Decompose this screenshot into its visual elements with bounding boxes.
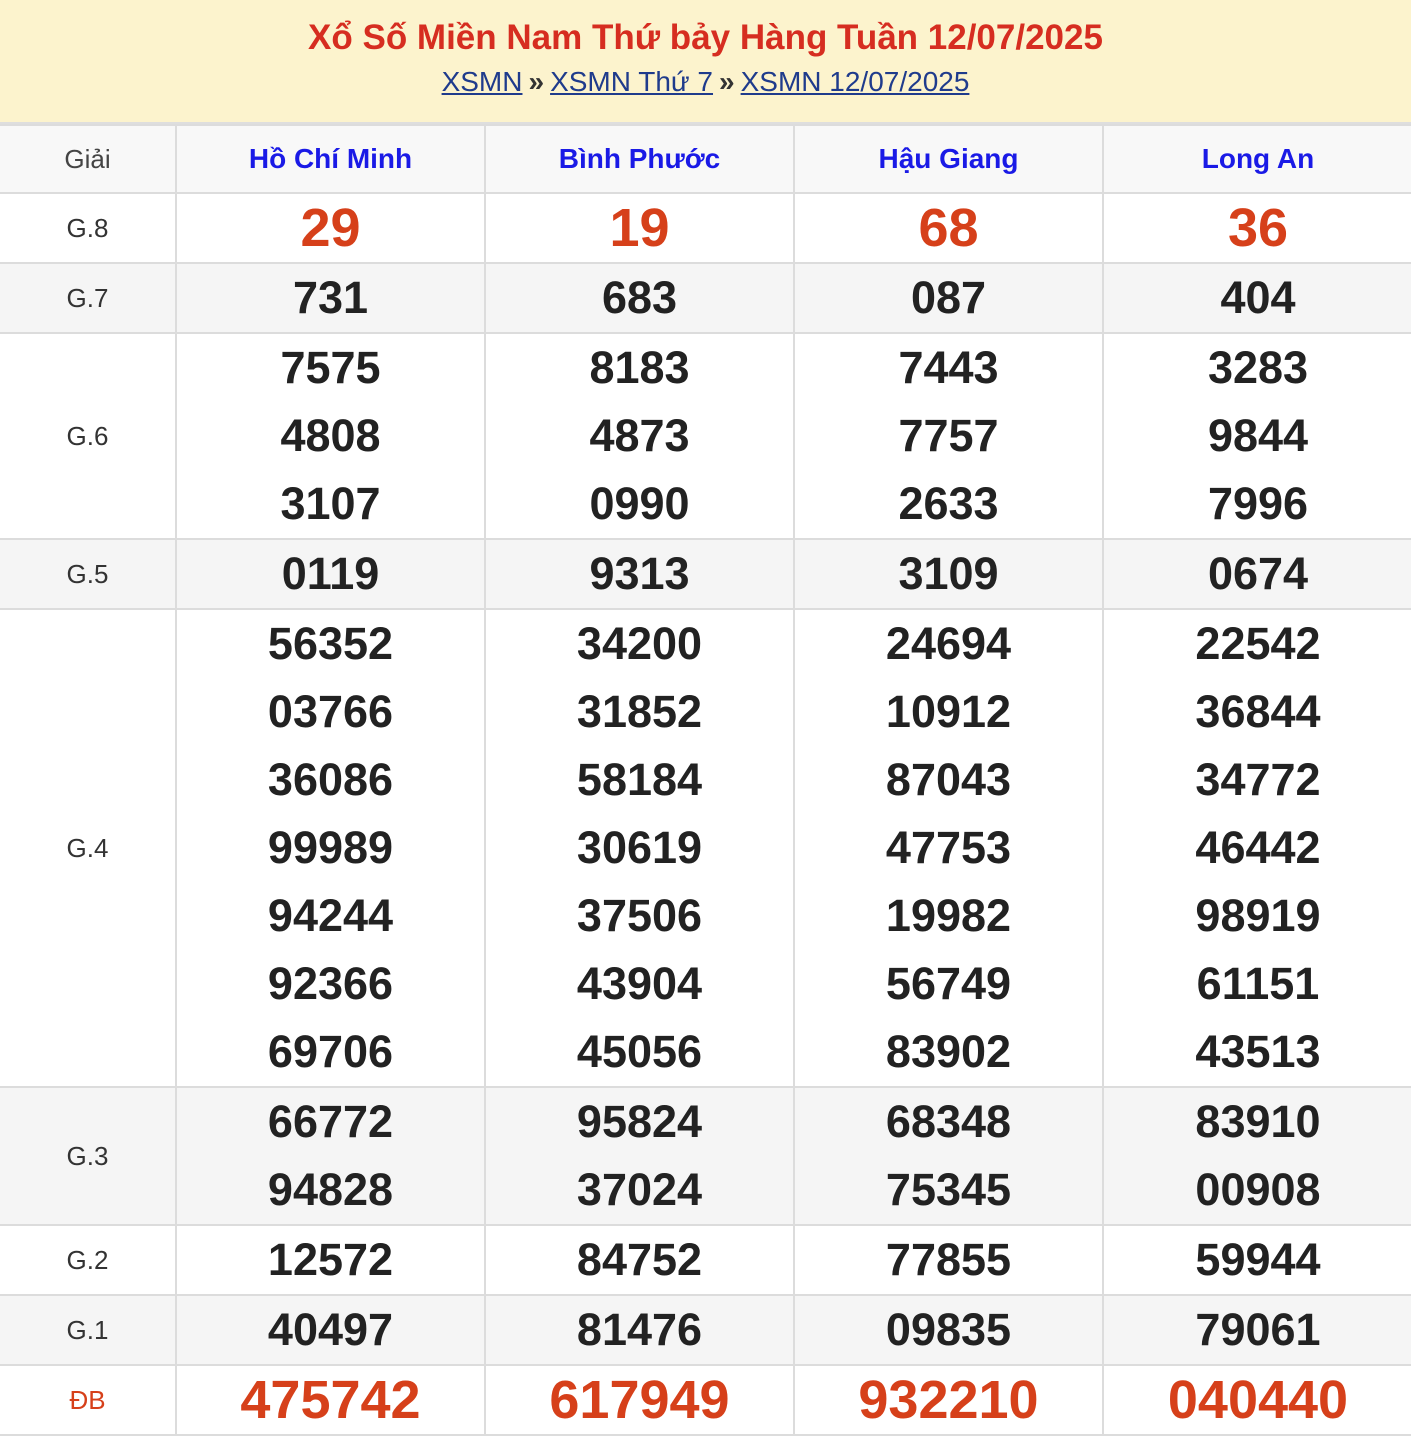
prize-label: G.1 [0,1295,176,1365]
prize-number: 83902 [885,1026,1012,1077]
prize-cell [485,1225,794,1295]
prize-cell [176,1295,485,1365]
prize-number: 58184 [576,754,703,805]
prize-cell [176,1365,485,1435]
prize-number: 8183 [589,342,690,393]
table-row [0,1087,1411,1225]
prize-cell [1103,1087,1411,1225]
prize-number: 00908 [1195,1164,1321,1215]
prize-cell [1103,1225,1411,1295]
prize-number: 2633 [898,478,999,529]
province-header-hau-giang: Hậu Giang [794,125,1103,193]
prize-number: 9844 [1207,410,1309,461]
prize-label: G.5 [0,539,176,609]
prize-cell [485,609,794,1087]
prize-cell [485,1365,794,1435]
table-row [0,539,1411,609]
prize-cell [1103,1365,1411,1435]
prize-number: 99989 [267,822,394,873]
prize-number: 46442 [1195,822,1321,873]
prize-number: 75345 [885,1164,1012,1215]
prize-number: 34772 [1195,754,1321,805]
prize-cell [485,263,794,333]
prize-number: 94828 [267,1164,394,1215]
prize-number: 36086 [267,754,394,805]
prize-number: 4808 [280,410,381,461]
prize-number: 12572 [267,1234,394,1285]
prize-number: 95824 [576,1096,703,1147]
prize-cell [794,539,1103,609]
prize-cell [794,263,1103,333]
prize-number: 31852 [576,686,703,737]
prize-cell [176,263,485,333]
breadcrumb-separator: » [528,66,545,97]
prize-number: 45056 [576,1026,703,1077]
table-row [0,1225,1411,1295]
highlight-number: 36 [1227,198,1289,258]
prize-label: G.6 [0,333,176,539]
prize-number: 61151 [1196,958,1320,1009]
prize-cell [794,1087,1103,1225]
results-body [0,193,1411,1435]
prize-number: 7575 [280,342,381,393]
results-table [0,124,1411,1436]
prize-number: 7443 [898,342,999,393]
prize-number: 10912 [885,686,1012,737]
prize-label: G.7 [0,263,176,333]
prize-cell [176,193,485,263]
prize-cell [1103,1295,1411,1365]
breadcrumb-xsmn-date[interactable]: XSMN 12/07/2025 [740,66,970,97]
prize-cell [794,609,1103,1087]
prize-label: G.2 [0,1225,176,1295]
prize-number: 66772 [267,1096,394,1147]
breadcrumb-separator: » [719,66,735,97]
prize-number: 3283 [1207,342,1309,393]
prize-label: G.4 [0,609,176,1087]
prize-number: 36844 [1195,686,1321,737]
prize-label: G.8 [0,193,176,263]
prize-cell [794,1365,1103,1435]
table-header-row [0,125,1411,193]
province-header-ho-chi-minh: Hồ Chí Minh [176,125,485,193]
page-title: Xổ Số Miền Nam Thứ bảy Hàng Tuần 12/07/2025 [308,18,1103,57]
highlight-number: 19 [609,198,670,258]
prize-number: 81476 [576,1304,703,1355]
prize-cell [176,609,485,1087]
table-row [0,609,1411,1087]
prize-number: 69706 [267,1026,394,1077]
prize-number: 68348 [885,1096,1012,1147]
prize-number: 84752 [576,1234,703,1285]
breadcrumb-xsmn-thu-7[interactable]: XSMN Thứ 7 [550,66,714,97]
breadcrumb [0,66,1411,98]
prize-cell [485,1087,794,1225]
prize-cell [794,1225,1103,1295]
prize-number: 47753 [885,822,1012,873]
prize-cell [485,333,794,539]
prize-number: 404 [1220,272,1296,323]
prize-number: 37024 [576,1164,703,1215]
highlight-number: 475742 [240,1370,421,1430]
prize-number: 56749 [885,958,1012,1009]
highlight-number: 617949 [549,1370,730,1430]
prize-cell [176,1225,485,1295]
table-row [0,333,1411,539]
prize-number: 7996 [1207,478,1309,529]
highlight-number: 040440 [1167,1370,1349,1430]
province-header-long-an: Long An [1103,125,1411,193]
prize-cell [176,333,485,539]
prize-cell [794,193,1103,263]
prize-cell [485,1295,794,1365]
prize-label: G.3 [0,1087,176,1225]
prize-cell [1103,193,1411,263]
prize-number: 4873 [589,410,690,461]
prize-number: 19982 [885,890,1012,941]
prize-number: 37506 [576,890,703,941]
prize-label: ĐB [0,1365,176,1435]
prize-column-header: Giải [0,125,176,193]
table-row [0,263,1411,333]
table-row [0,193,1411,263]
prize-number: 56352 [267,618,394,669]
prize-number: 3109 [898,548,999,599]
highlight-number: 68 [918,198,979,258]
prize-number: 30619 [576,822,703,873]
prize-number: 77855 [885,1234,1012,1285]
prize-number: 731 [292,272,369,323]
prize-cell [176,539,485,609]
page-header [0,0,1411,124]
prize-cell [176,1087,485,1225]
prize-cell [1103,609,1411,1087]
prize-cell [1103,539,1411,609]
prize-number: 683 [601,272,678,323]
prize-number: 59944 [1195,1234,1321,1285]
prize-number: 03766 [267,686,394,737]
prize-number: 0990 [589,478,690,529]
prize-number: 7757 [898,410,999,461]
prize-number: 92366 [267,958,394,1009]
prize-number: 09835 [885,1304,1012,1355]
prize-number: 43513 [1195,1026,1321,1077]
table-row [0,1295,1411,1365]
prize-number: 24694 [885,618,1012,669]
table-row [0,1365,1411,1435]
prize-cell [1103,263,1411,333]
province-header-binh-phuoc: Bình Phước [485,125,794,193]
prize-number: 087 [910,272,987,323]
prize-number: 87043 [885,754,1012,805]
prize-number: 43904 [576,958,703,1009]
prize-cell [794,333,1103,539]
prize-number: 83910 [1195,1096,1321,1147]
prize-number: 22542 [1195,618,1321,669]
highlight-number: 932210 [858,1370,1039,1430]
prize-number: 34200 [576,618,703,669]
prize-cell [794,1295,1103,1365]
prize-cell [485,193,794,263]
highlight-number: 29 [300,198,361,258]
prize-number: 98919 [1195,890,1321,941]
prize-cell [485,539,794,609]
prize-number: 94244 [267,890,394,941]
prize-cell [1103,333,1411,539]
prize-number: 3107 [280,478,381,529]
prize-number: 9313 [589,548,690,599]
prize-number: 0674 [1207,548,1309,599]
breadcrumb-xsmn[interactable]: XSMN [441,66,523,97]
prize-number: 79061 [1195,1304,1321,1355]
prize-number: 0119 [281,548,380,599]
prize-number: 40497 [267,1304,394,1355]
